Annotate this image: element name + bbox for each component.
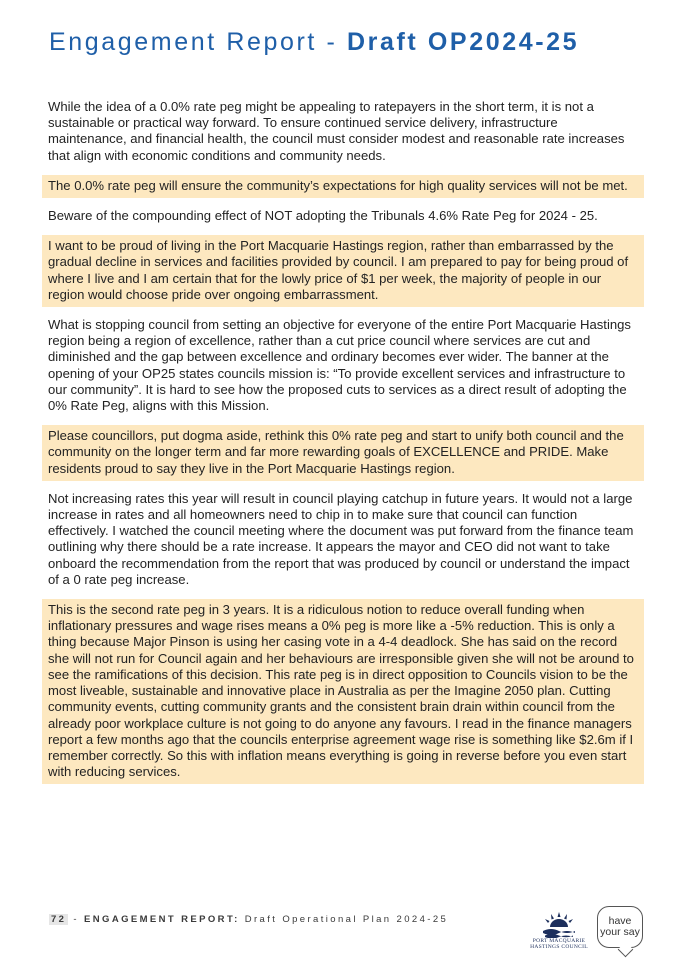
- report-body: [42, 96, 644, 791]
- paragraph: Not increasing rates this year will result in council playing catchup in future years. It would not a large increase in rates and all homeowners need to chip in to make sure that council can function effectively. I watched the council meeting where the document was put forward from the finance team outlining why there should be a rate increase. It appears the mayor and CEO did not want to take onboard the recommendation from the report that was produced by council or understand the impact of a 0 rate peg increase.: [48, 490, 634, 587]
- page-title: [49, 28, 579, 57]
- paragraph: While the idea of a 0.0% rate peg might be appealing to ratepayers in the short term, it is not a sustainable or practical way forward. To ensure continued service delivery, infrastructure maintenance, and financial health, the council must consider modest and reasonable rate increases that align with economic conditions and community needs.: [48, 99, 625, 163]
- council-emblem-icon: [539, 908, 579, 938]
- paragraph-highlighted: I want to be proud of living in the Port Macquarie Hastings region, rather than embarrassed by the gradual decline in services and facilities provided by council. I am prepared to pay for being proud of where I live and I am certain that for the lowly price of $1 per week, the majority of people in our region would choose pride over ongoing embarrassment.: [42, 235, 644, 307]
- council-logo: [527, 908, 591, 958]
- page-footer: [49, 914, 448, 925]
- logo-line-2: HASTINGS COUNCIL: [530, 944, 588, 950]
- paragraph-highlighted: This is the second rate peg in 3 years. It is a ridiculous notion to reduce overall funding when inflationary pressures and wage rises means a 0% peg is more like a -5% reduction. This is only a thing because Major Pinson is using her casing vote in a 4-4 deadlock. She has said on the record she will not run for Council again and her behaviours are irresponsible given she will not be around to see the ramifications of this decision. This rate peg is in direct opposition to Councils vision to be the most liveable, sustainable and innovative place in Australia as per the Imagine 2050 plan. Cutting community events, cutting community grants and the consistent brain drain within council from the already poor workplace culture is not going to do anyone any favours. I read in the finance managers report a few months ago that the councils enterprise agreement wage rise is something like $2.6m if I remember correctly. So this with inflation means everything is going in reverse before you even start with reducing services.: [42, 599, 644, 784]
- paragraph-highlighted: Please councillors, put dogma aside, rethink this 0% rate peg and start to unify both council and the community on the longer term and far more rewarding goals of EXCELLENCE and PRIDE. Make residents proud to say they live in the Port Macquarie Hastings region.: [42, 425, 644, 481]
- paragraph-highlighted: The 0.0% rate peg will ensure the community’s expectations for high quality services will not be met.: [42, 175, 644, 198]
- footer-separator: -: [68, 914, 85, 925]
- have-your-say-badge: [597, 906, 643, 948]
- title-prefix: Engagement Report -: [49, 28, 347, 56]
- paragraph: What is stopping council from setting an objective for everyone of the entire Port Macquarie Hastings region being a region of excellence, rather than a cut price council where services are cut and diminished and the gap between excellence and ordinary becomes ever wider. The banner at the opening of your OP25 states councils mission is: “To provide excellent services and infrastructure to our community”. It is hard to see how the proposed cuts to services as a direct result of adopting the 0% Rate Peg, aligns with this Mission.: [48, 317, 631, 414]
- page-number: 72: [51, 914, 67, 925]
- title-draft: Draft OP2024-25: [346, 28, 580, 56]
- footer-subtitle: Draft Operational Plan 2024-25: [239, 914, 449, 925]
- logo-line-1: PORT MACQUARIE: [532, 938, 586, 944]
- paragraph: Beware of the compounding effect of NOT adopting the Tribunals 4.6% Rate Peg for 2024 - 25.: [48, 208, 598, 224]
- footer-label: ENGAGEMENT REPORT:: [84, 914, 240, 925]
- badge-line-2: your say: [600, 926, 640, 938]
- badge-line-1: have: [608, 915, 632, 927]
